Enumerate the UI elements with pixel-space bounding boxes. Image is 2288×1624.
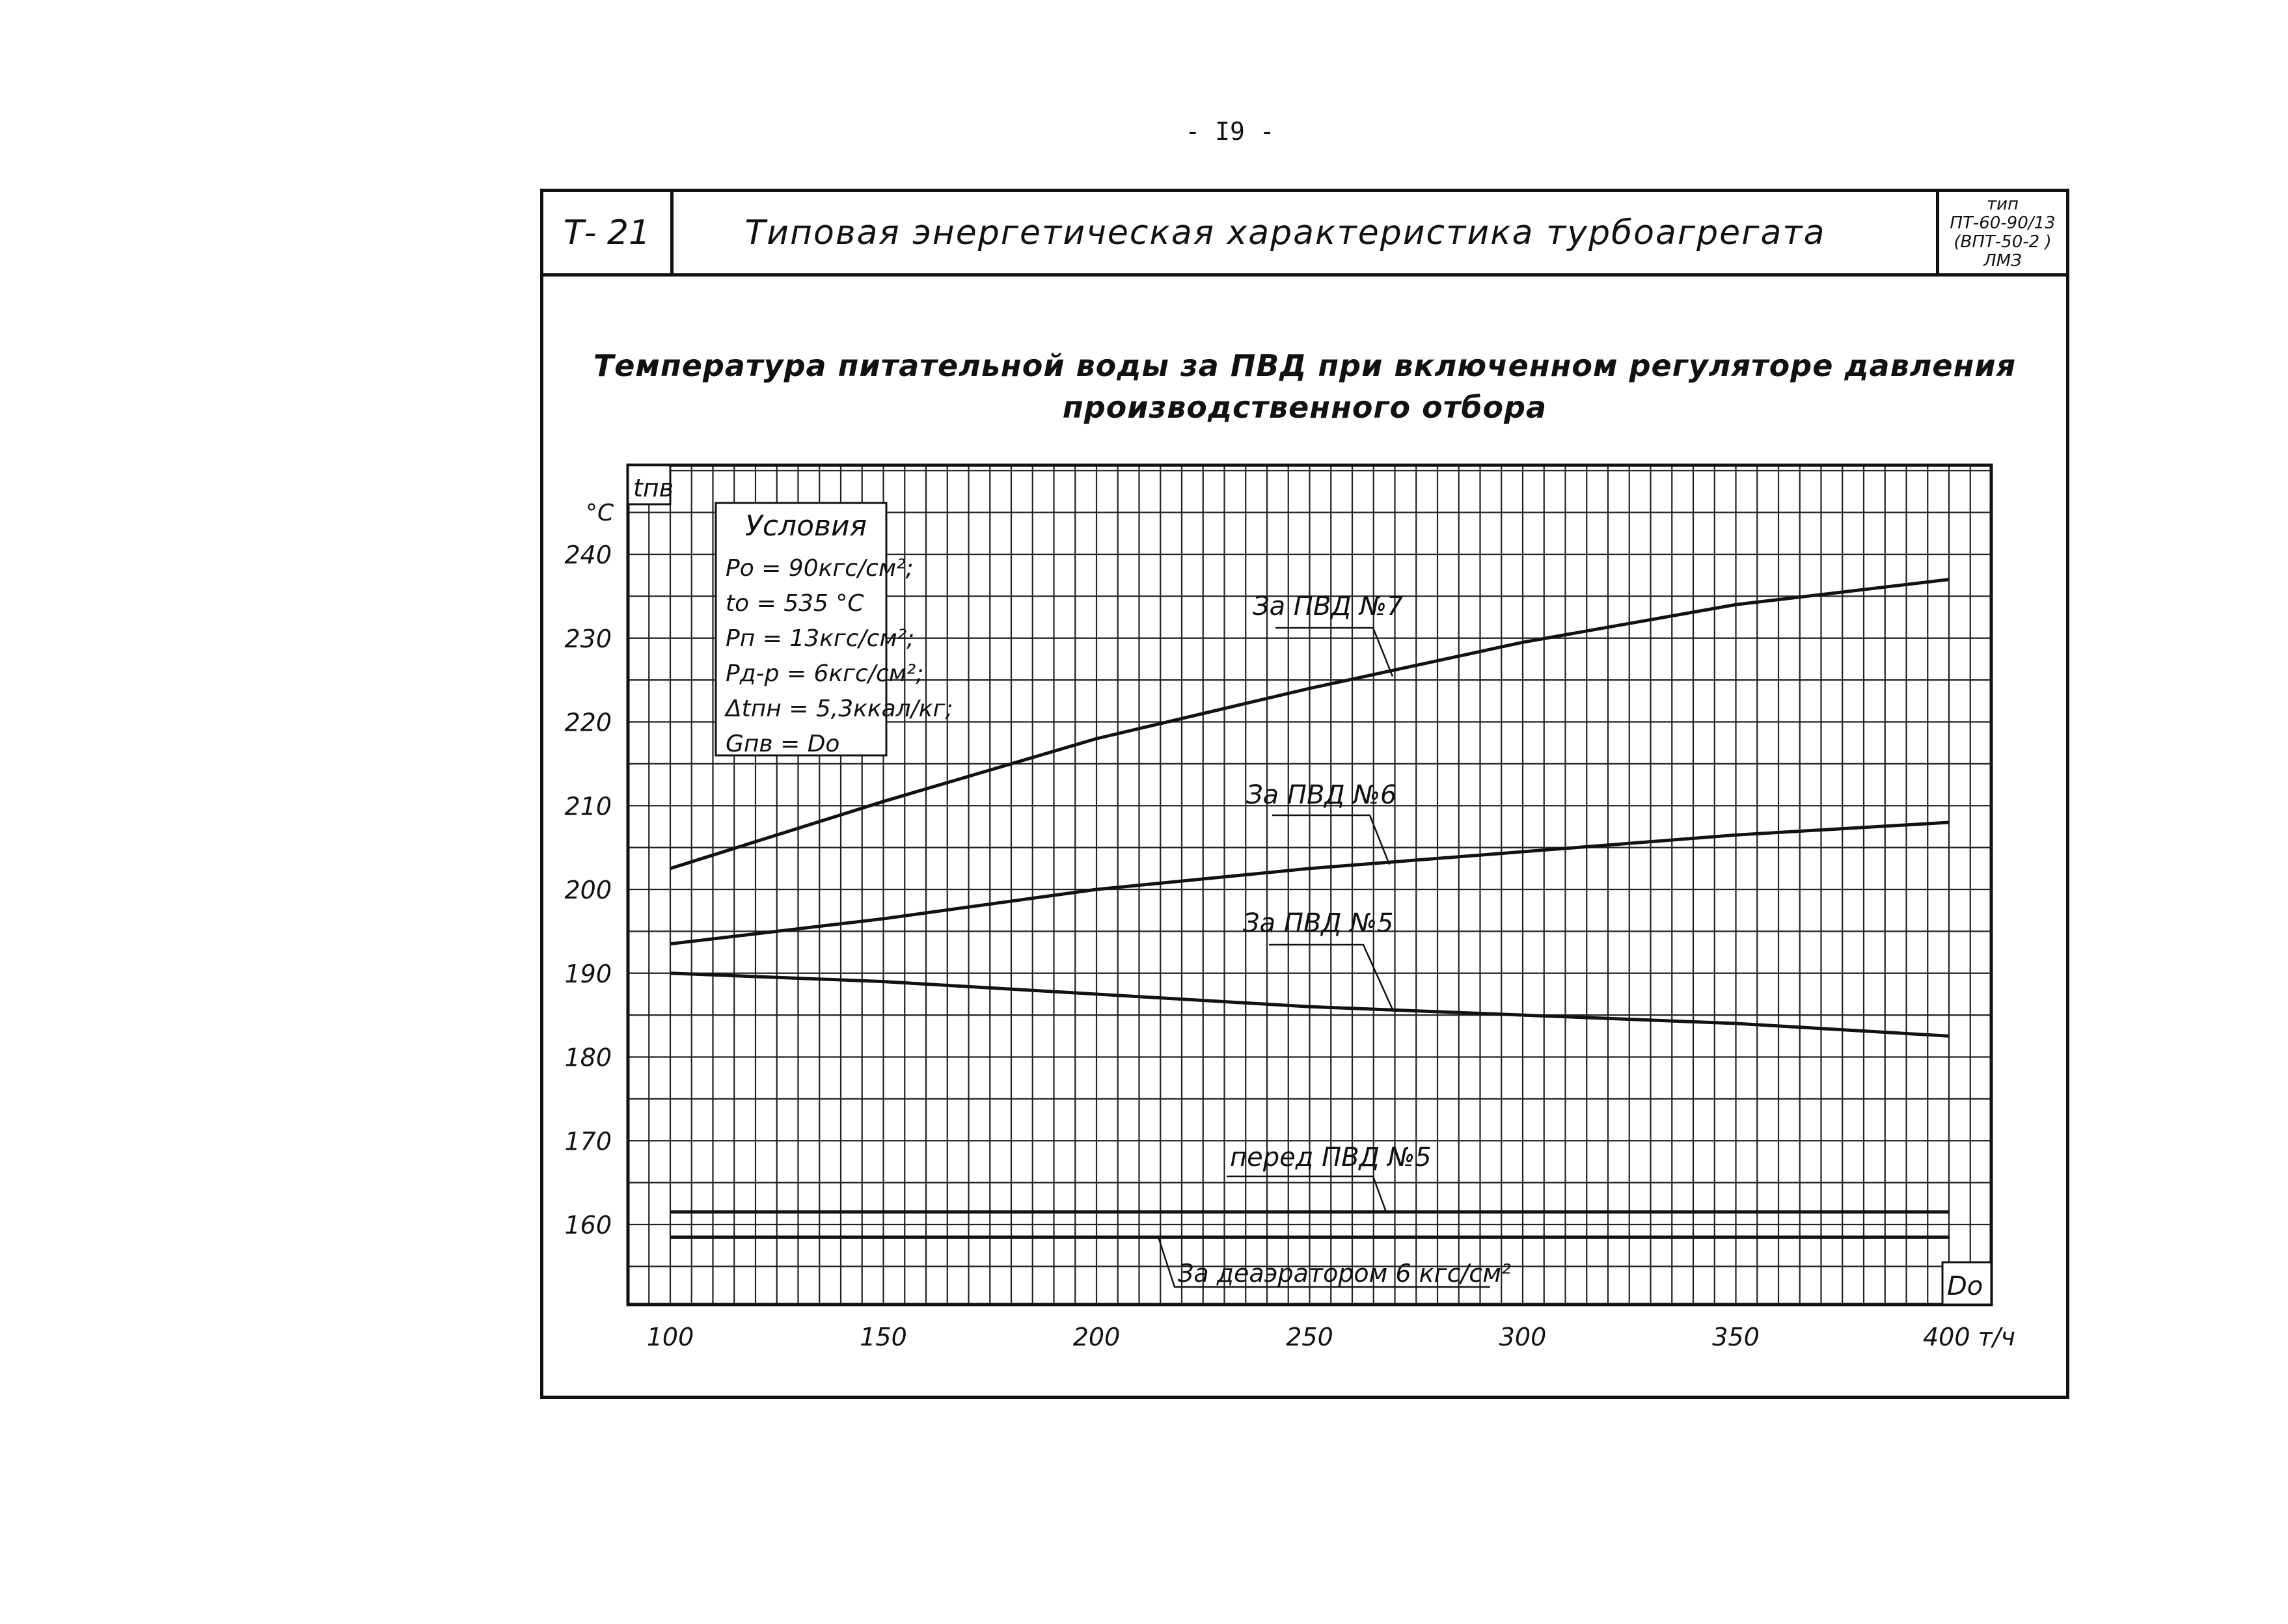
y-tick-label: 180: [564, 1043, 612, 1072]
x-tick-label: 200: [1072, 1323, 1121, 1351]
y-axis-label: tпв: [633, 474, 674, 502]
y-tick-label: 210: [564, 792, 612, 821]
conditions-line: Pп = 13кгс/см²;: [726, 625, 915, 652]
turbine-type-line: ЛМЗ: [1983, 250, 2022, 271]
x-tick-label: 250: [1286, 1323, 1333, 1351]
turbine-type-line: ПТ-60-90/13: [1950, 213, 2056, 233]
y-tick-label: 220: [564, 708, 612, 737]
series-label: За деаэратором 6 кгс/см²: [1178, 1259, 1512, 1288]
chart-title-line: Температура питательной воды за ПВД при включенном регуляторе давления: [593, 348, 2017, 383]
series-leader-line: [1227, 1176, 1386, 1212]
y-tick-label: 230: [564, 624, 612, 653]
conditions-title: Условия: [745, 509, 867, 543]
conditions-line: Δtпн = 5,3ккал/кг;: [726, 696, 953, 722]
page-number: - I9 -: [1185, 117, 1275, 146]
y-tick-label: 170: [564, 1127, 612, 1156]
x-tick-label: 400 т/ч: [1923, 1323, 2015, 1351]
series-label: За ПВД №7: [1253, 591, 1404, 621]
x-tick-label: 150: [860, 1323, 907, 1351]
y-tick-label: 240: [564, 541, 612, 569]
x-axis-label: Do: [1947, 1271, 1983, 1301]
turbine-type-line: тип: [1986, 194, 2019, 214]
turbine-type-line: (ВПТ-50-2 ): [1954, 232, 2052, 252]
y-tick-label: 190: [564, 959, 612, 988]
conditions-line: to = 535 °C: [726, 590, 864, 617]
chart-title-line: производственного отбора: [1062, 390, 1547, 425]
series-leader-line: [1275, 628, 1393, 677]
x-tick-label: 300: [1499, 1323, 1547, 1351]
series-label: За ПВД №5: [1243, 908, 1394, 938]
x-tick-label: 100: [646, 1323, 694, 1351]
conditions-line: Pд-р = 6кгс/см²;: [726, 660, 924, 687]
sheet-code: Т- 21: [543, 192, 674, 273]
y-axis-unit: °C: [586, 500, 614, 526]
series-label: За ПВД №6: [1246, 780, 1397, 810]
conditions-line: Gпв = Do: [726, 731, 840, 757]
y-tick-label: 200: [564, 876, 612, 904]
x-tick-label: 350: [1712, 1323, 1760, 1351]
y-tick-label: 160: [564, 1211, 612, 1239]
series-label: перед ПВД №5: [1230, 1143, 1432, 1172]
conditions-line: Po = 90кгс/см²;: [726, 555, 914, 582]
sheet-title: Типовая энергетическая характеристика турбоагрегата: [744, 213, 1826, 252]
